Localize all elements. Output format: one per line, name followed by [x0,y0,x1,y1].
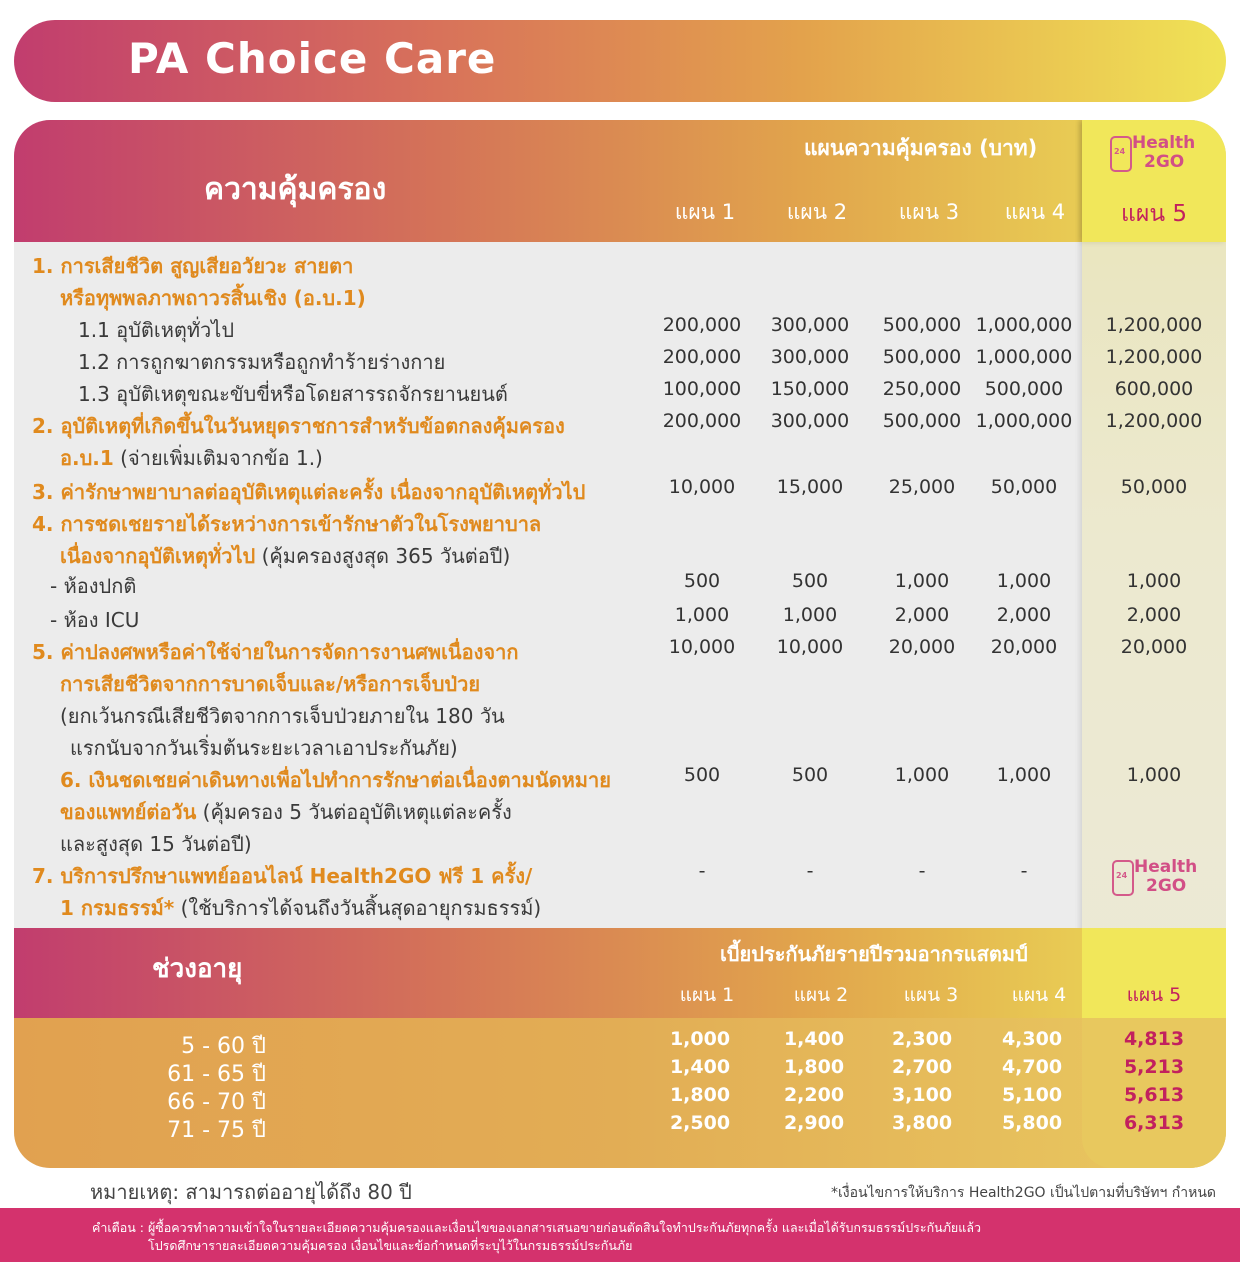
premium-value-plan-3: 3,800 [891,1112,953,1134]
coverage-row-label [78,314,234,346]
logo-line1: Health [1134,857,1198,877]
coverage-row [14,796,1226,828]
coverage-row-subtext: (คุ้มครองสูงสุด 365 วันต่อปี) [255,544,511,568]
coverage-row-text: 1.1 อุบัติเหตุทั่วไป [78,318,235,342]
coverage-row [14,636,1226,668]
coverage-value-plan-4: 20,000 [990,636,1058,658]
coverage-value-plan-1: 200,000 [662,314,742,336]
coverage-row [14,508,1226,540]
coverage-row-text: 3. ค่ารักษาพยาบาลต่ออุบัติเหตุแต่ละครั้ง เนื่องจากอุบัติเหตุทั่วไป [32,480,586,504]
coverage-row-text: 5. ค่าปลงศพหรือค่าใช้จ่ายในการจัดการงานศพเนื่องจาก [32,640,519,664]
premium-value-plan-1: 2,500 [669,1112,731,1134]
coverage-row [14,250,1226,282]
coverage-row-label [60,540,510,572]
coverage-value-plan-5: 600,000 [1114,378,1194,400]
coverage-row-label [60,442,323,474]
coverage-row-label [60,282,366,314]
coverage-row [14,540,1226,572]
coverage-title: ความคุ้มครอง [204,172,387,207]
logo-line1: Health [1132,133,1196,153]
coverage-row-label [32,410,565,442]
coverage-row-label [32,508,541,540]
coverage-value-plan-5: 2,000 [1126,604,1182,626]
coverage-value-plan-2: 500 [791,570,829,592]
coverage-value-plan-4: 50,000 [990,476,1058,498]
coverage-value-plan-4: - [1020,860,1028,882]
coverage-row-text: - ห้อง ICU [50,608,140,632]
coverage-value-plan-2: 10,000 [776,636,844,658]
premium-value-plan-2: 2,900 [783,1112,845,1134]
coverage-value-plan-2: - [806,860,814,882]
remark-note: หมายเหตุ: สามารถต่ออายุได้ถึง 80 ปี [90,1180,412,1204]
age-range: 61 - 65 ปี [167,1062,266,1087]
premium-value-plan-4: 4,700 [1001,1056,1063,1078]
coverage-value-plan-1: 10,000 [668,476,736,498]
coverage-row [14,860,1226,892]
coverage-row-subtext: (คุ้มครอง 5 วันต่ออุบัติเหตุแต่ละครั้ง [196,800,512,824]
coverage-row [14,282,1226,314]
coverage-value-plan-2: 500 [791,764,829,786]
coverage-row-label [60,700,505,732]
premium-row [14,1028,1226,1059]
premium-value-plan-3: 3,100 [891,1084,953,1106]
coverage-row-text: 2. อุบัติเหตุที่เกิดขึ้นในวันหยุดราชการสำหรับข้อตกลงคุ้มครอง [32,414,565,438]
premium-value-plan-5: 6,313 [1123,1112,1185,1134]
premium-value-plan-1: 1,800 [669,1084,731,1106]
logo-line2: 2GO [1146,876,1187,896]
age-range: 66 - 70 ปี [167,1090,266,1115]
health2go-logo-row7 [1112,858,1202,902]
coverage-value-plan-5: 50,000 [1120,476,1188,498]
coverage-value-plan-4: 1,000 [996,764,1052,786]
coverage-row-text: หรือทุพพลภาพถาวรสิ้นเชิง (อ.บ.1) [60,286,366,310]
coverage-row-subtext: (จ่ายเพิ่มเติมจากข้อ 1.) [113,446,323,470]
premium-plan-1: แผน 1 [679,984,735,1006]
coverage-row [14,378,1226,410]
coverage-row-text: 1 กรมธรรม์* [60,896,175,920]
coverage-row [14,892,1226,924]
premium-row [14,1056,1226,1087]
coverage-value-plan-2: 1,000 [782,604,838,626]
phone-24-icon [1110,136,1132,172]
premium-value-plan-2: 2,200 [783,1084,845,1106]
title-banner [14,20,1226,102]
coverage-value-plan-2: 300,000 [770,314,850,336]
age-range: 71 - 75 ปี [167,1118,266,1143]
coverage-row [14,410,1226,442]
coverage-value-plan-5: 1,000 [1126,764,1182,786]
premium-row [14,1084,1226,1115]
coverage-value-plan-1: 500 [683,764,721,786]
coverage-value-plan-5: 1,200,000 [1105,346,1203,368]
coverage-value-plan-5: 20,000 [1120,636,1188,658]
premium-value-plan-5: 5,613 [1123,1084,1185,1106]
coverage-row-label [32,860,532,892]
warning-line-1: คำเตือน : ผู้ซื้อควรทำความเข้าใจในรายละเอียดความคุ้มครองและเงื่อนไขของเอกสารเสนอขายก่อนตัดสินใจทำประกันภัยทุกครั้ง และเมื่อได้รับกรมธรรม์ประกันภัยแล้ว [92,1220,981,1235]
coverage-value-plan-2: 300,000 [770,346,850,368]
coverage-value-plan-3: 25,000 [888,476,956,498]
coverage-row-label [50,570,136,602]
coverage-value-plan-3: 500,000 [882,410,962,432]
coverage-value-plan-1: 100,000 [662,378,742,400]
premium-value-plan-3: 2,700 [891,1056,953,1078]
coverage-row-text: และสูงสุด 15 วันต่อปี) [60,832,252,856]
coverage-row-label [32,476,585,508]
coverage-row-subtext: (ใช้บริการได้จนถึงวันสิ้นสุดอายุกรมธรรม์) [174,896,542,920]
coverage-row-label [60,796,512,828]
coverage-row [14,314,1226,346]
coverage-row-text: ของแพทย์ต่อวัน [60,800,197,824]
coverage-value-plan-1: 200,000 [662,346,742,368]
coverage-row-label [32,636,518,668]
premium-caption: เบี้ยประกันภัยรายปีรวมอากรแสตมป์ [720,942,1028,966]
coverage-value-plan-3: 500,000 [882,314,962,336]
coverage-row-label [70,732,458,764]
coverage-row-label [32,250,353,282]
coverage-row [14,442,1226,474]
plan-label-5: แผน 5 [1121,201,1187,227]
coverage-row-label [60,892,541,924]
coverage-value-plan-2: 300,000 [770,410,850,432]
coverage-card [14,120,1226,1168]
premium-value-plan-1: 1,400 [669,1056,731,1078]
coverage-row [14,668,1226,700]
coverage-row-text: 1. การเสียชีวิต สูญเสียอวัยวะ สายตา [32,254,354,278]
coverage-value-plan-1: 500 [683,570,721,592]
plan-caption: แผนความคุ้มครอง (บาท) [804,136,1038,160]
premium-row [14,1112,1226,1143]
coverage-row-label [50,604,139,636]
coverage-row-label [60,668,480,700]
premium-value-plan-4: 5,800 [1001,1112,1063,1134]
age-range: 5 - 60 ปี [181,1034,266,1059]
coverage-value-plan-3: 1,000 [894,764,950,786]
plan-label-4: แผน 4 [1004,200,1066,224]
premium-plan-5: แผน 5 [1126,984,1182,1006]
coverage-value-plan-3: 2,000 [894,604,950,626]
coverage-row [14,476,1226,508]
coverage-row-text: - ห้องปกติ [50,574,137,598]
coverage-value-plan-1: 1,000 [674,604,730,626]
coverage-value-plan-1: - [698,860,706,882]
health2go-logo [1110,134,1200,178]
coverage-value-plan-3: 20,000 [888,636,956,658]
premium-value-plan-1: 1,000 [669,1028,731,1050]
coverage-value-plan-4: 1,000,000 [975,314,1073,336]
coverage-row-label [78,346,445,378]
premium-value-plan-4: 4,300 [1001,1028,1063,1050]
coverage-row [14,764,1226,796]
coverage-row-text: 4. การชดเชยรายได้ระหว่างการเข้ารักษาตัวในโรงพยาบาล [32,512,542,536]
coverage-value-plan-5: 1,000 [1126,570,1182,592]
coverage-value-plan-4: 1,000,000 [975,346,1073,368]
coverage-row-text: 6. เงินชดเชยค่าเดินทางเพื่อไปทำการรักษาต่อเนื่องตามนัดหมาย [60,768,611,792]
coverage-row-text: 7. บริการปรึกษาแพทย์ออนไลน์ Health2GO ฟรี 1 ครั้ง/ [32,864,533,888]
service-footnote: *เงื่อนไขการให้บริการ Health2GO เป็นไปตามที่บริษัทฯ กำหนด [830,1185,1216,1201]
coverage-row [14,828,1226,860]
premium-plan-2: แผน 2 [793,984,849,1006]
coverage-row-text: เนื่องจากอุบัติเหตุทั่วไป [60,544,256,568]
coverage-row [14,700,1226,732]
premium-plan-4: แผน 4 [1011,984,1067,1006]
coverage-value-plan-2: 15,000 [776,476,844,498]
coverage-value-plan-3: 500,000 [882,346,962,368]
warning-line-2: โปรดศึกษารายละเอียดความคุ้มครอง เงื่อนไขและข้อกำหนดที่ระบุไว้ในกรมธรรม์ประกันภัย [148,1238,633,1253]
premium-value-plan-2: 1,400 [783,1028,845,1050]
plan-label-2: แผน 2 [786,200,848,224]
coverage-row-text: (ยกเว้นกรณีเสียชีวิตจากการเจ็บป่วยภายใน 180 วัน [60,704,505,728]
logo-line2: 2GO [1144,152,1185,172]
coverage-row-text: การเสียชีวิตจากการบาดเจ็บและ/หรือการเจ็บป่วย [60,672,481,696]
coverage-row-text: 1.2 การถูกฆาตกรรมหรือถูกทำร้ายร่างกาย [78,350,446,374]
premium-plan-3: แผน 3 [903,984,959,1006]
coverage-row [14,346,1226,378]
coverage-value-plan-4: 1,000,000 [975,410,1073,432]
premium-value-plan-2: 1,800 [783,1056,845,1078]
premium-value-plan-3: 2,300 [891,1028,953,1050]
plan-label-1: แผน 1 [674,200,736,224]
premium-value-plan-5: 4,813 [1123,1028,1185,1050]
coverage-value-plan-3: 250,000 [882,378,962,400]
coverage-row [14,604,1226,636]
phone-24-icon [1112,860,1134,896]
coverage-value-plan-4: 2,000 [996,604,1052,626]
coverage-row-text: อ.บ.1 [60,446,114,470]
coverage-row-label [60,764,611,796]
warning-bar [0,1208,1240,1262]
coverage-value-plan-4: 1,000 [996,570,1052,592]
coverage-value-plan-1: 200,000 [662,410,742,432]
coverage-value-plan-2: 150,000 [770,378,850,400]
premium-value-plan-5: 5,213 [1123,1056,1185,1078]
coverage-row [14,732,1226,764]
premium-value-plan-4: 5,100 [1001,1084,1063,1106]
coverage-value-plan-5: 1,200,000 [1105,314,1203,336]
age-title: ช่วงอายุ [152,954,243,984]
coverage-row-text: แรกนับจากวันเริ่มต้นระยะเวลาเอาประกันภัย) [70,736,458,760]
coverage-value-plan-4: 500,000 [984,378,1064,400]
coverage-row-label [78,378,508,410]
coverage-value-plan-1: 10,000 [668,636,736,658]
coverage-value-plan-5: 1,200,000 [1105,410,1203,432]
coverage-value-plan-3: - [918,860,926,882]
plan-label-3: แผน 3 [898,200,960,224]
coverage-row-label [60,828,252,860]
coverage-row [14,570,1226,602]
coverage-value-plan-3: 1,000 [894,570,950,592]
page-title: PA Choice Care [128,34,497,83]
coverage-row-text: 1.3 อุบัติเหตุขณะขับขี่หรือโดยสารรถจักรยานยนต์ [78,382,508,406]
